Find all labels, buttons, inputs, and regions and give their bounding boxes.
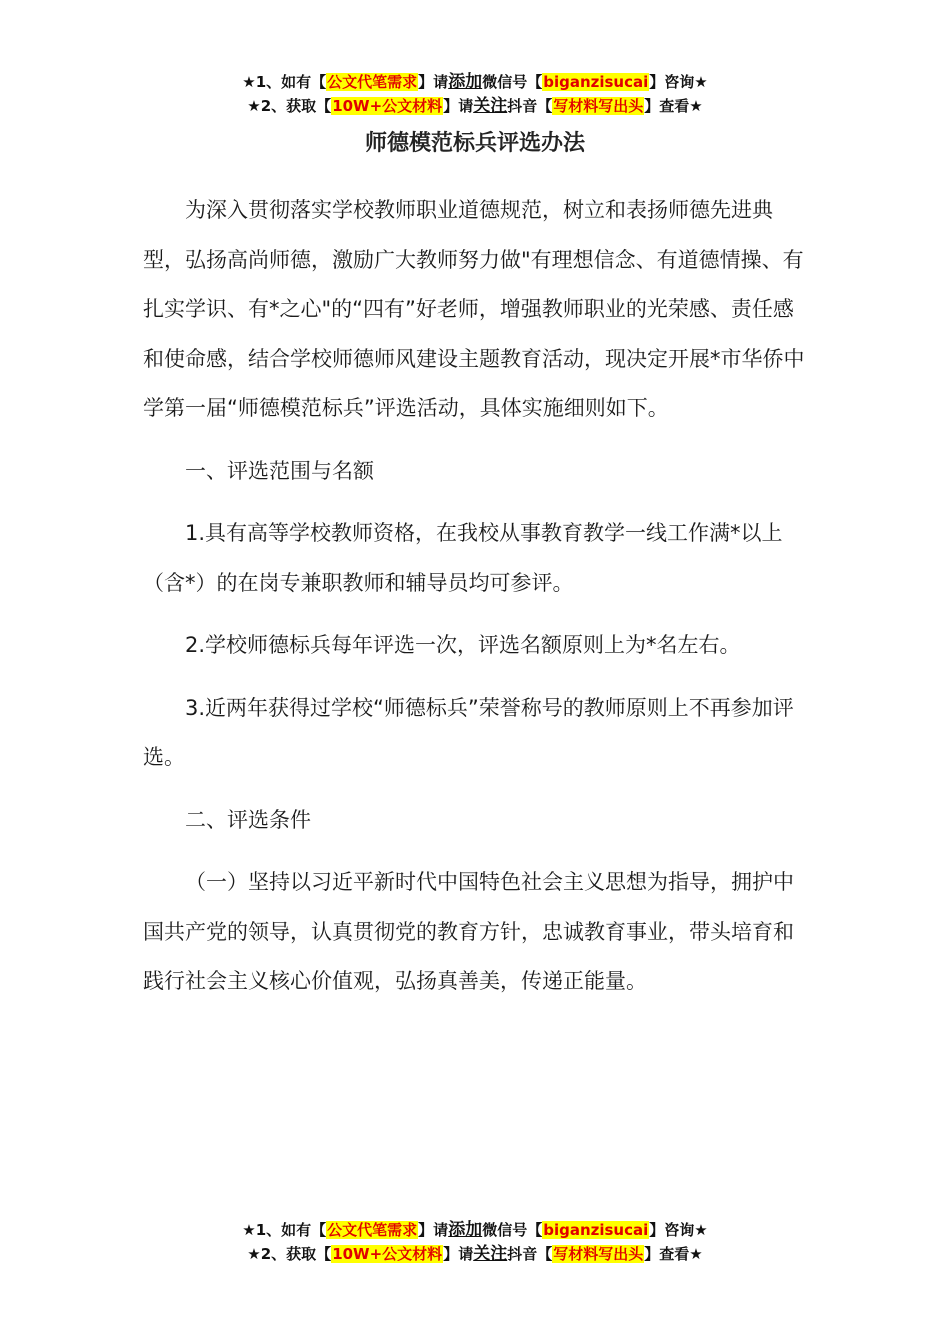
promo-text: 】请 xyxy=(418,1221,449,1239)
promo-text: ★1、如有【 xyxy=(242,73,327,91)
promo-highlight: 公文代笔需求 xyxy=(327,73,418,91)
section-heading-2: 二、评选条件 xyxy=(185,807,311,832)
promo-text: 抖音【 xyxy=(507,1245,553,1263)
paragraph-intro: 为深入贯彻落实学校教师职业道德规范，树立和表扬师德先进典型，弘扬高尚师德，激励广大教师努力做"有理想信念、有道德情操、有扎实学识、有*之心"的“四有”好老师，增强教师职业的光荣感、责任感和使命感，结合学校师德师风建设主题教育活动，现决定开展*市华侨中学第一届“师德模范标兵”评选活动，具体实施细则如下。 xyxy=(143,198,805,420)
promo-highlight: biganzisucai xyxy=(543,1221,649,1239)
promo-text: 微信号【 xyxy=(482,73,543,91)
promo-underline: 关注 xyxy=(473,96,508,116)
paragraph-item-3: 3.近两年获得过学校“师德标兵”荣誉称号的教师原则上不再参加评选。 xyxy=(143,695,794,769)
promo-highlight: 10W+公文材料 xyxy=(332,97,443,115)
section-heading-1: 一、评选范围与名额 xyxy=(185,458,374,483)
promo-text: ★2、获取【 xyxy=(247,97,332,115)
promo-text: ★2、获取【 xyxy=(247,1245,332,1263)
paragraph-condition-1: （一）坚持以习近平新时代中国特色社会主义思想为指导，拥护中国共产党的领导，认真贯彻党的教育方针，忠诚教育事业，带头培育和践行社会主义核心价值观，弘扬真善美，传递正能量。 xyxy=(143,870,794,993)
promo-line-2 xyxy=(0,1242,950,1266)
promo-text: 】请 xyxy=(418,73,449,91)
document-body xyxy=(143,186,807,1007)
promo-highlight: 写材料写出头 xyxy=(553,1245,644,1263)
promo-line-1 xyxy=(0,1218,950,1242)
promo-text: ★1、如有【 xyxy=(242,1221,327,1239)
promo-text: 】咨询★ xyxy=(649,73,708,91)
promo-text: 微信号【 xyxy=(482,1221,543,1239)
top-promo-banner xyxy=(0,70,950,118)
promo-text: 】咨询★ xyxy=(649,1221,708,1239)
document-title: 师德模范标兵评选办法 xyxy=(364,131,585,156)
promo-text: 】查看★ xyxy=(644,97,703,115)
promo-line-1 xyxy=(0,70,950,94)
promo-text: 】查看★ xyxy=(644,1245,703,1263)
bottom-promo-banner xyxy=(0,1218,950,1266)
promo-highlight: 10W+公文材料 xyxy=(332,1245,443,1263)
promo-text: 】请 xyxy=(443,1245,474,1263)
promo-highlight: 写材料写出头 xyxy=(553,97,644,115)
promo-line-2 xyxy=(0,94,950,118)
promo-highlight: biganzisucai xyxy=(543,73,649,91)
promo-text: 】请 xyxy=(443,97,474,115)
promo-underline: 添加 xyxy=(448,72,483,92)
promo-highlight: 公文代笔需求 xyxy=(327,1221,418,1239)
paragraph-item-2: 2.学校师德标兵每年评选一次，评选名额原则上为*名左右。 xyxy=(185,633,741,657)
paragraph-item-1: 1.具有高等学校教师资格，在我校从事教育教学一线工作满*以上（含*）的在岗专兼职教师和辅导员均可参评。 xyxy=(143,521,783,595)
promo-text: 抖音【 xyxy=(507,97,553,115)
promo-underline: 关注 xyxy=(473,1244,508,1264)
promo-underline: 添加 xyxy=(448,1220,483,1240)
